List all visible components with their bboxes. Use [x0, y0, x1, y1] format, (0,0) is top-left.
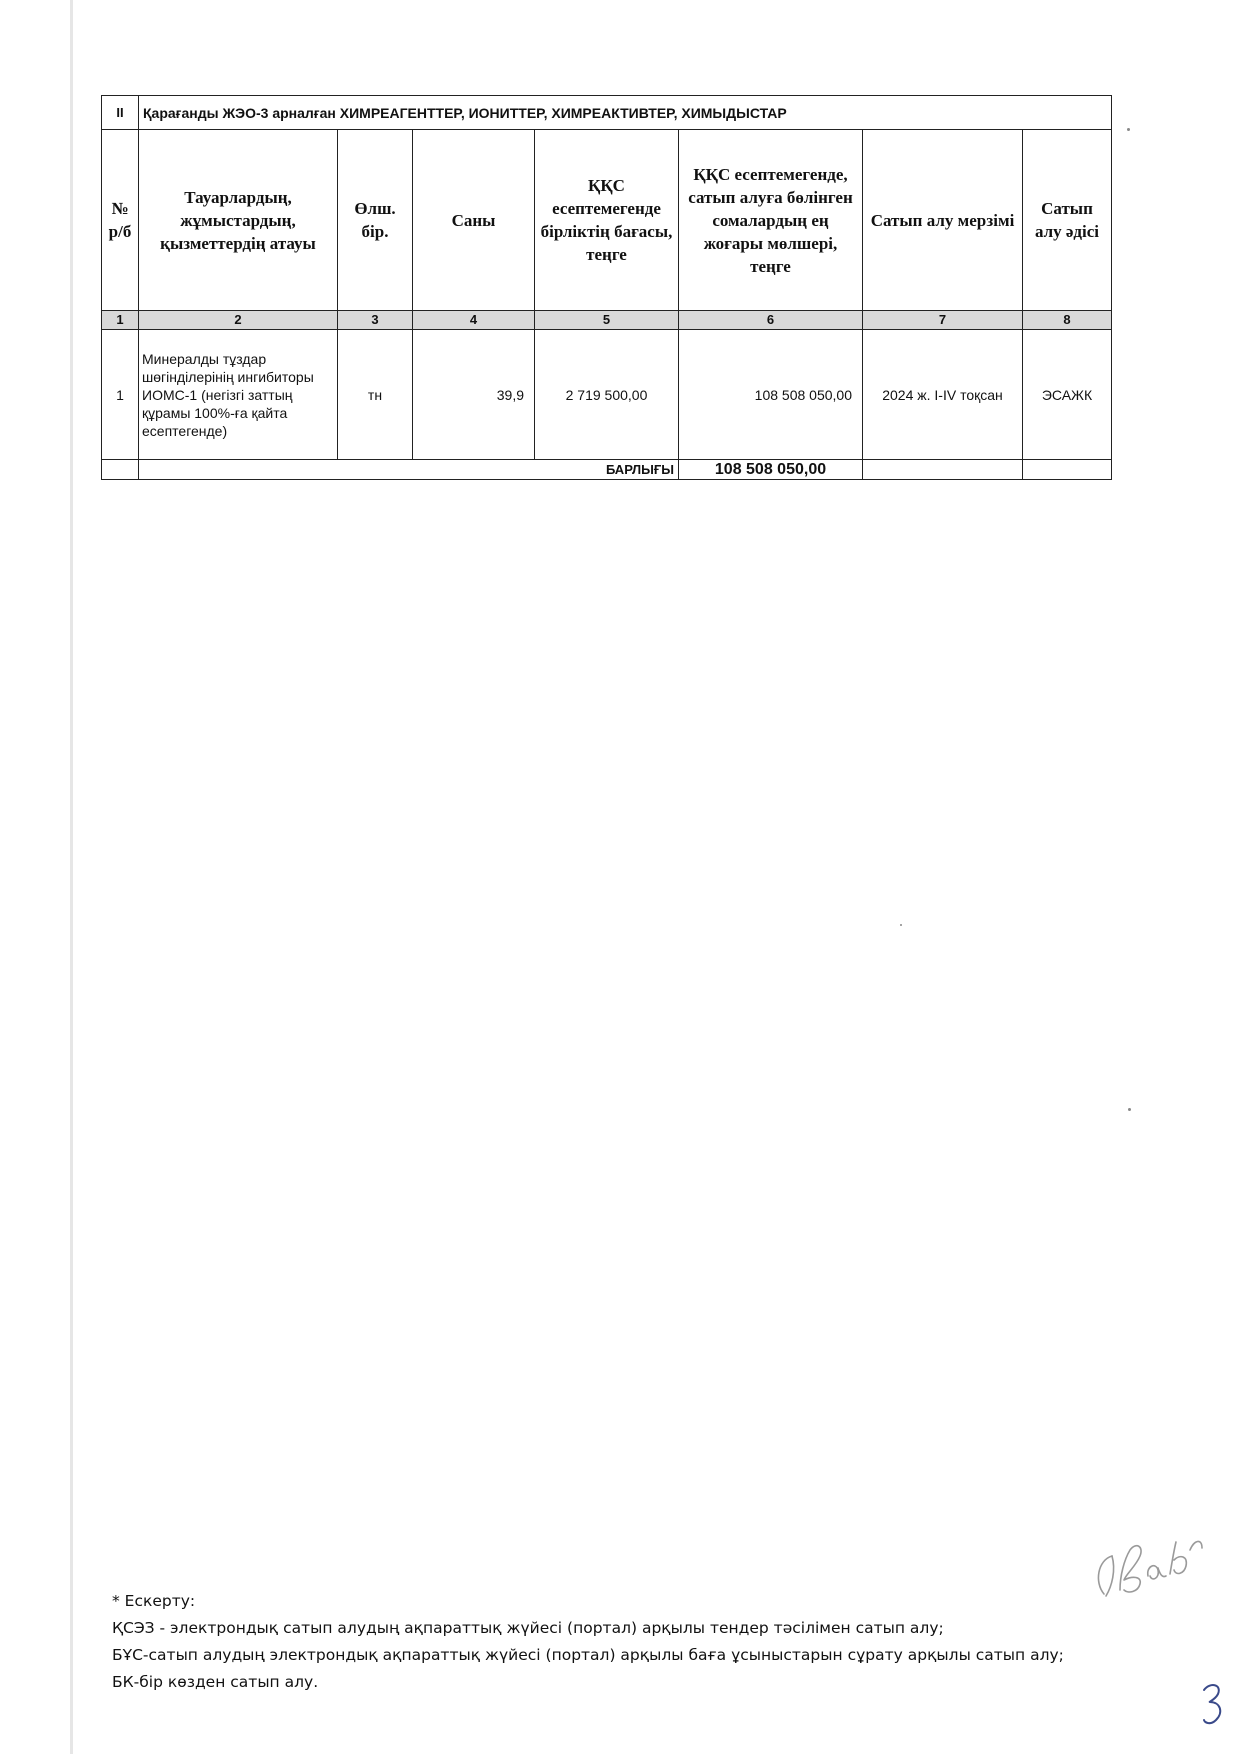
procurement-table: [101, 95, 1112, 480]
item-method: ЭСАЖК: [1023, 330, 1112, 460]
item-name: Минералды тұздар шөгінділерінің ингибиторы ИОМС-1 (негізгі заттың құрамы 100%-ға қайта есептегенде): [142, 350, 314, 439]
header-unit: Өлш. бір.: [354, 199, 396, 241]
item-unit: тн: [338, 330, 413, 460]
empty-cell: [1023, 460, 1112, 480]
footnote-line: ҚСЭЗ - электрондық сатып алудың ақпараттық жүйесі (портал) арқылы тендер тәсілімен сатып алу;: [112, 1619, 944, 1637]
total-amount: 108 508 050,00: [679, 460, 863, 480]
item-max-amount: 108 508 050,00: [679, 330, 863, 460]
item-period: 2024 ж. I-IV тоқсан: [863, 330, 1023, 460]
header-max-amount: ҚҚС есептемегенде, сатып алуға бөлінген сомалардың ең жоғары мөлшері, теңге: [688, 164, 853, 276]
row-number: 1: [102, 330, 139, 460]
column-number: 5: [535, 311, 679, 330]
section-header-row: [102, 96, 1112, 130]
header-cell: [679, 130, 863, 311]
total-row: [102, 460, 1112, 480]
footnote-line: БҰС-сатып алудың электрондық ақпараттық жүйесі (портал) арқылы баға ұсыныстарын сұрату арқылы сатып алу;: [112, 1646, 1064, 1664]
section-number: II: [102, 96, 139, 130]
footnotes: [112, 1588, 1112, 1696]
scan-speck: [1128, 1108, 1131, 1111]
total-label: БАРЛЫҒЫ: [139, 460, 679, 480]
empty-cell: [863, 460, 1023, 480]
header-cell: [139, 130, 338, 311]
table-row: [102, 330, 1112, 460]
item-unit-price: 2 719 500,00: [535, 330, 679, 460]
item-name-cell: [139, 330, 338, 460]
column-number: 8: [1023, 311, 1112, 330]
header-period: Сатып алу мерзімі: [870, 210, 1015, 230]
header-cell: [1023, 130, 1112, 311]
header-cell: [338, 130, 413, 311]
header-name: Тауарлардың, жұмыстардың, қызметтердің атауы: [160, 187, 316, 253]
header-unit-price: ҚҚС есептемегенде бірліктің бағасы, теңге: [540, 176, 673, 264]
empty-cell: [102, 460, 139, 480]
column-number: 6: [679, 311, 863, 330]
header-cell: [413, 130, 535, 311]
item-quantity: 39,9: [413, 330, 535, 460]
scan-speck: [900, 924, 902, 926]
column-number: 7: [863, 311, 1023, 330]
column-number: 2: [139, 311, 338, 330]
handwritten-signature: [1090, 1520, 1210, 1600]
header-cell: [535, 130, 679, 311]
header-cell: [863, 130, 1023, 311]
header-cell: [102, 130, 139, 311]
scan-speck: [1127, 128, 1130, 131]
column-number: 4: [413, 311, 535, 330]
header-quantity: Саны: [451, 210, 496, 230]
section-title: Қарағанды ЖЭО-3 арналған ХИМРЕАГЕНТТЕР, ИОНИТТЕР, ХИМРЕАКТИВТЕР, ХИМЫДЫСТАР: [139, 96, 1112, 130]
header-number: № р/б: [108, 199, 132, 241]
scan-page-edge: [70, 0, 73, 1754]
column-number: 1: [102, 311, 139, 330]
footnote-title: * Ескерту:: [112, 1592, 196, 1610]
column-header-row: [102, 130, 1112, 311]
column-number-row: [102, 311, 1112, 330]
header-method: Сатып алу әдісі: [1034, 199, 1100, 241]
handwritten-page-number: [1198, 1680, 1228, 1728]
column-number: 3: [338, 311, 413, 330]
footnote-line: БК-бір көзден сатып алу.: [112, 1673, 319, 1691]
